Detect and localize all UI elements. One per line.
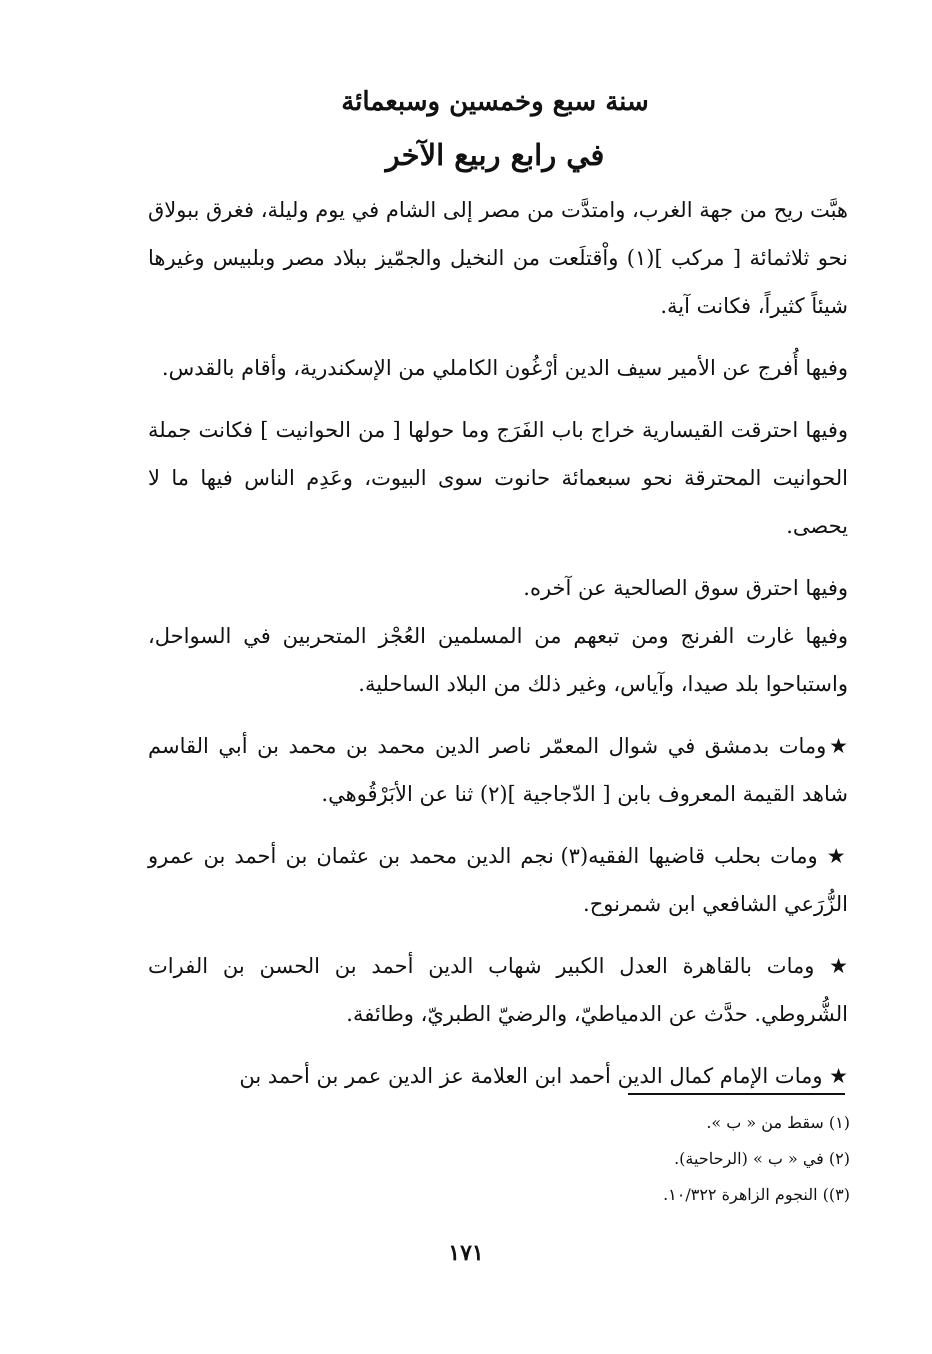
chapter-title: سنة سبع وخمسين وسبعمائة	[341, 87, 649, 117]
paragraph-wind: هبَّت ريح من جهة الغرب، وامتدَّت من مصر إلى الشام في يوم وليلة، فغرق ببولاق نحو ثلاثمائة [ مركب ](١) واْقتلَعت من النخيل والجمّيز ببلاد مصر وبلبيس وغيرها شيئاً كثيراً، فكانت آية.	[148, 198, 848, 318]
obituary-kamal: ★ ومات الإمام كمال الدين أحمد ابن العلامة عز الدين عمر بن أحمد بن	[239, 1064, 848, 1088]
chapter-subtitle: في رابع ربيع الآخر	[385, 138, 605, 172]
footnote-divider	[628, 1093, 845, 1095]
obituary-cairo: ★ ومات بالقاهرة العدل الكبير شهاب الدين أحمد بن الحسن بن الفرات الشُّروطي. حدَّث عن الدمياطيّ، والرضيّ الطبريّ، وطائفة.	[148, 954, 848, 1026]
footnote-3: (٣)) النجوم الزاهرة ١٠/٣٢٢.	[663, 1185, 850, 1204]
page-number: ١٧١	[448, 1240, 484, 1266]
main-text	[148, 186, 848, 1114]
paragraph-market-fire: وفيها احترق سوق الصالحية عن آخره.	[523, 576, 848, 600]
footnote-2: (٢) في « ب » (الرحاحية).	[674, 1149, 850, 1168]
obituary-damascus: ★ومات بدمشق في شوال المعمّر ناصر الدين محمد بن محمد بن أبي القاسم شاهد القيمة المعروف بابن [ الدّجاجية ](٢) ثنا عن الأبَرْقُوهي.	[148, 734, 848, 806]
footnote-1: (١) سقط من « ب ».	[706, 1113, 850, 1132]
footnotes	[440, 1105, 850, 1213]
paragraph-fire: وفيها احترقت القيسارية خراج باب الفَرَج وما حولها [ من الحوانيت ] فكانت جملة الحوانيت المحترقة نحو سبعمائة حانوت سوى البيوت، وعَدِم الناس فيها ما لا يحصى.	[148, 418, 848, 538]
paragraph-release: وفيها أُفرج عن الأمير سيف الدين أرْغُون الكاملي من الإسكندرية، وأقام بالقدس.	[161, 356, 848, 380]
paragraph-raid: وفيها غارت الفرنج ومن تبعهم من المسلمين العُجْز المتحربين في السواحل، واستباحوا بلد صيدا، وآياس، وغير ذلك من البلاد الساحلية.	[148, 624, 848, 696]
obituary-aleppo: ★ ومات بحلب قاضيها الفقيه(٣) نجم الدين محمد بن عثمان بن أحمد بن عمرو الزُّرَعي الشافعي ابن شمرنوح.	[148, 844, 848, 916]
